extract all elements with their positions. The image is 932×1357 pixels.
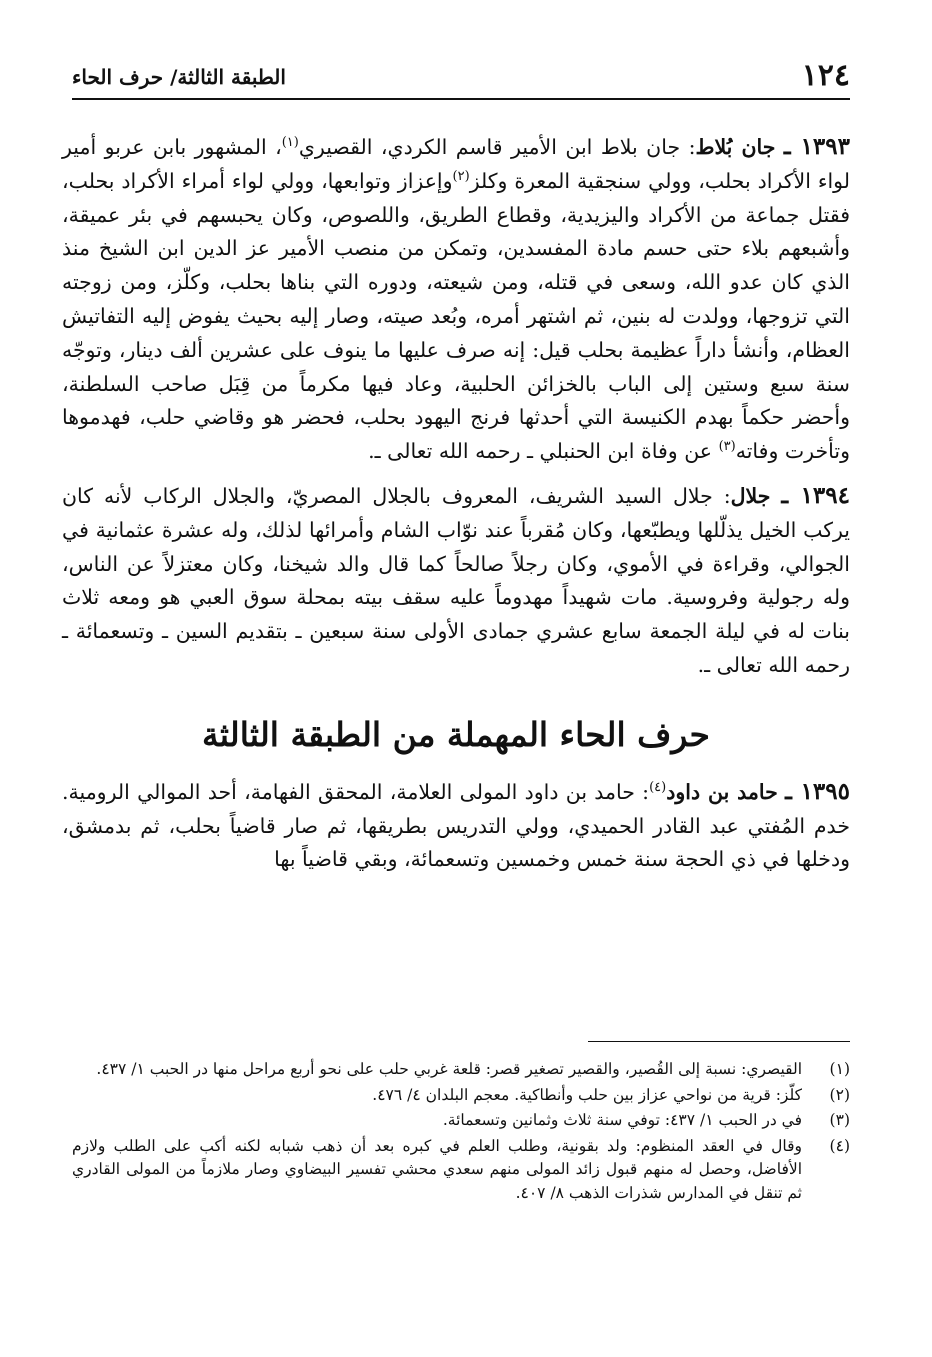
entry-1395	[62, 775, 850, 877]
footnote-mark: (١)	[829, 1060, 850, 1078]
entry-name: حامد بن داود	[666, 779, 778, 804]
entry-text: وإعزاز وتوابعها، وولي لواء أمراء الأكراد بحلب، فقتل جماعة من الأكراد واليزيدية، وقطاع الطريق، واللصوص، وكان يحبسهم في بئر عميقة، وأشبعهم بلاء حتى حسم مادة المفسدين، وتمكن من منصب الأمير عز الدين ابن الشيخ منذ الذي كان عدو الله، وسعى في قتله، ومن شيعته، ودوره التي بناها بحلب، وكلّز، ومن زوجته التي تزوجها، وولدت له بنين، ثم اشتهر أمره، وبُعد صيته، وصار إليه بحيث يفوض إليه التفاتيش العظام، وأنشأ داراً عظيمة بحلب قيل: إنه صرف عليها ما ينوف على عشرين ألف دينار، وتوجّه سنة سبع وستين إلى الباب بالخزائن الحلبية، وعاد فيها مكرماً من قِبَل صاحب السلطنة، وأحضر حكماً بهدم الكنيسة التي أحدثها فرنج اليهود بحلب، فحضر هو وقاضي حلب، فهدموها وتأخرت وفاته	[62, 168, 850, 464]
main-text	[62, 130, 850, 877]
footnote-text: القيصري: نسبة إلى القُصير، والقصير تصغير قصر: قلعة غربي حلب على نحو أربع مراحل منها در الحبب ١/ ٤٣٧.	[96, 1060, 802, 1078]
entry-name: جلال	[730, 483, 771, 508]
entry-number: ١٣٩٥ ـ	[785, 777, 850, 805]
header-rule	[72, 98, 850, 100]
footnote-mark: (٤)	[829, 1136, 850, 1155]
entry-number: ١٣٩٣ ـ	[783, 133, 850, 160]
footnote-ref[interactable]: (٢)	[452, 168, 470, 184]
entry-text: عن وفاة ابن الحنبلي ـ رحمه الله تعالى ـ.	[368, 439, 713, 464]
footnote-mark: (٢)	[829, 1085, 850, 1104]
page-header	[72, 58, 850, 102]
section-heading: حرف الحاء المهملة من الطبقة الثالثة	[202, 714, 710, 754]
footnote-text: في در الحبب ١/ ٤٣٧: توفي سنة ثلاث وثمانين وتسعمائة.	[442, 1111, 802, 1129]
entry-text: ، المشهور بابن عربو أمير لواء الأكراد بحلب، وولي سنجقية المعرة وكلز	[62, 135, 850, 193]
running-title: الطبقة الثالثة/ حرف الحاء	[72, 65, 286, 89]
page-number: ١٢٤	[801, 58, 850, 93]
footnote-divider	[588, 1041, 850, 1042]
entry-text: : جان بلاط ابن الأمير قاسم الكردي، القصيري	[298, 135, 696, 159]
footnote-ref[interactable]: (١)	[281, 135, 299, 151]
entry-text: : جلال السيد الشريف، المعروف بالجلال المصريّ، والجلال الركاب لأنه كان يركب الخيل يذلّلها ويطبّعها، وكان مُقرباً عند نوّاب الشام وأمرائها لذلك، وله عشرة عثمانية في الجوالي، وقراءة في الأموي، وكان رجلاً صالحاً كما قال والد شيخنا، وكان معتزلاً عن الناس، وله رجولية وفروسية. مات شهيداً مهدوماً عليه سقف بيته بمحلة سوق العبي هو ومعه ثلاث بنات له في ليلة الجمعة سابع عشري جمادى الأولى سنة سبعين ـ بتقديم السين ـ وتسعمائة ـ رحمه الله تعالى ـ.	[62, 483, 850, 677]
footnote-3	[72, 1109, 850, 1133]
footnote-text: وقال في العقد المنظوم: ولد بقونية، وطلب العلم في كبره بعد أن ذهب شبابه لكنه أكب على الطلب ولازم الأفاضل، وحصل له منهم قبول زائد المولى منهم سعدي محشي تفسير البيضاوي وصار ملازماً من المولى القادري ثم تنقل في المدارس شذرات الذهب ٨/ ٤٠٧.	[72, 1136, 802, 1202]
entry-1394	[62, 479, 850, 683]
footnote-1	[72, 1058, 850, 1082]
footnote-4	[72, 1135, 850, 1206]
entry-1393	[62, 130, 850, 469]
entry-text: : حامد بن داود المولى العلامة، المحقق الفهامة، أحد الموالي الرومية. خدم المُفتي عبد القادر الحميدي، وولي التدريس بطريقها، ثم صار قاضياً بحلب، ثم بدمشق، ودخلها في ذي الحجة سنة خمس وخمسين وتسعمائة، وبقي قاضياً بها	[62, 779, 850, 872]
footnote-ref[interactable]: (٤)	[649, 779, 667, 795]
entry-number: ١٣٩٤ ـ	[781, 481, 850, 509]
footnotes	[72, 1058, 850, 1207]
footnote-ref[interactable]: (٣)	[718, 439, 736, 455]
footnote-2	[72, 1084, 850, 1108]
footnote-text: كلّز: قرية من نواحي عزاز بين حلب وأنطاكية. معجم البلدان ٤/ ٤٧٦.	[372, 1085, 802, 1104]
entry-name: جان بُلاط	[695, 135, 776, 159]
footnote-mark: (٣)	[829, 1111, 850, 1129]
